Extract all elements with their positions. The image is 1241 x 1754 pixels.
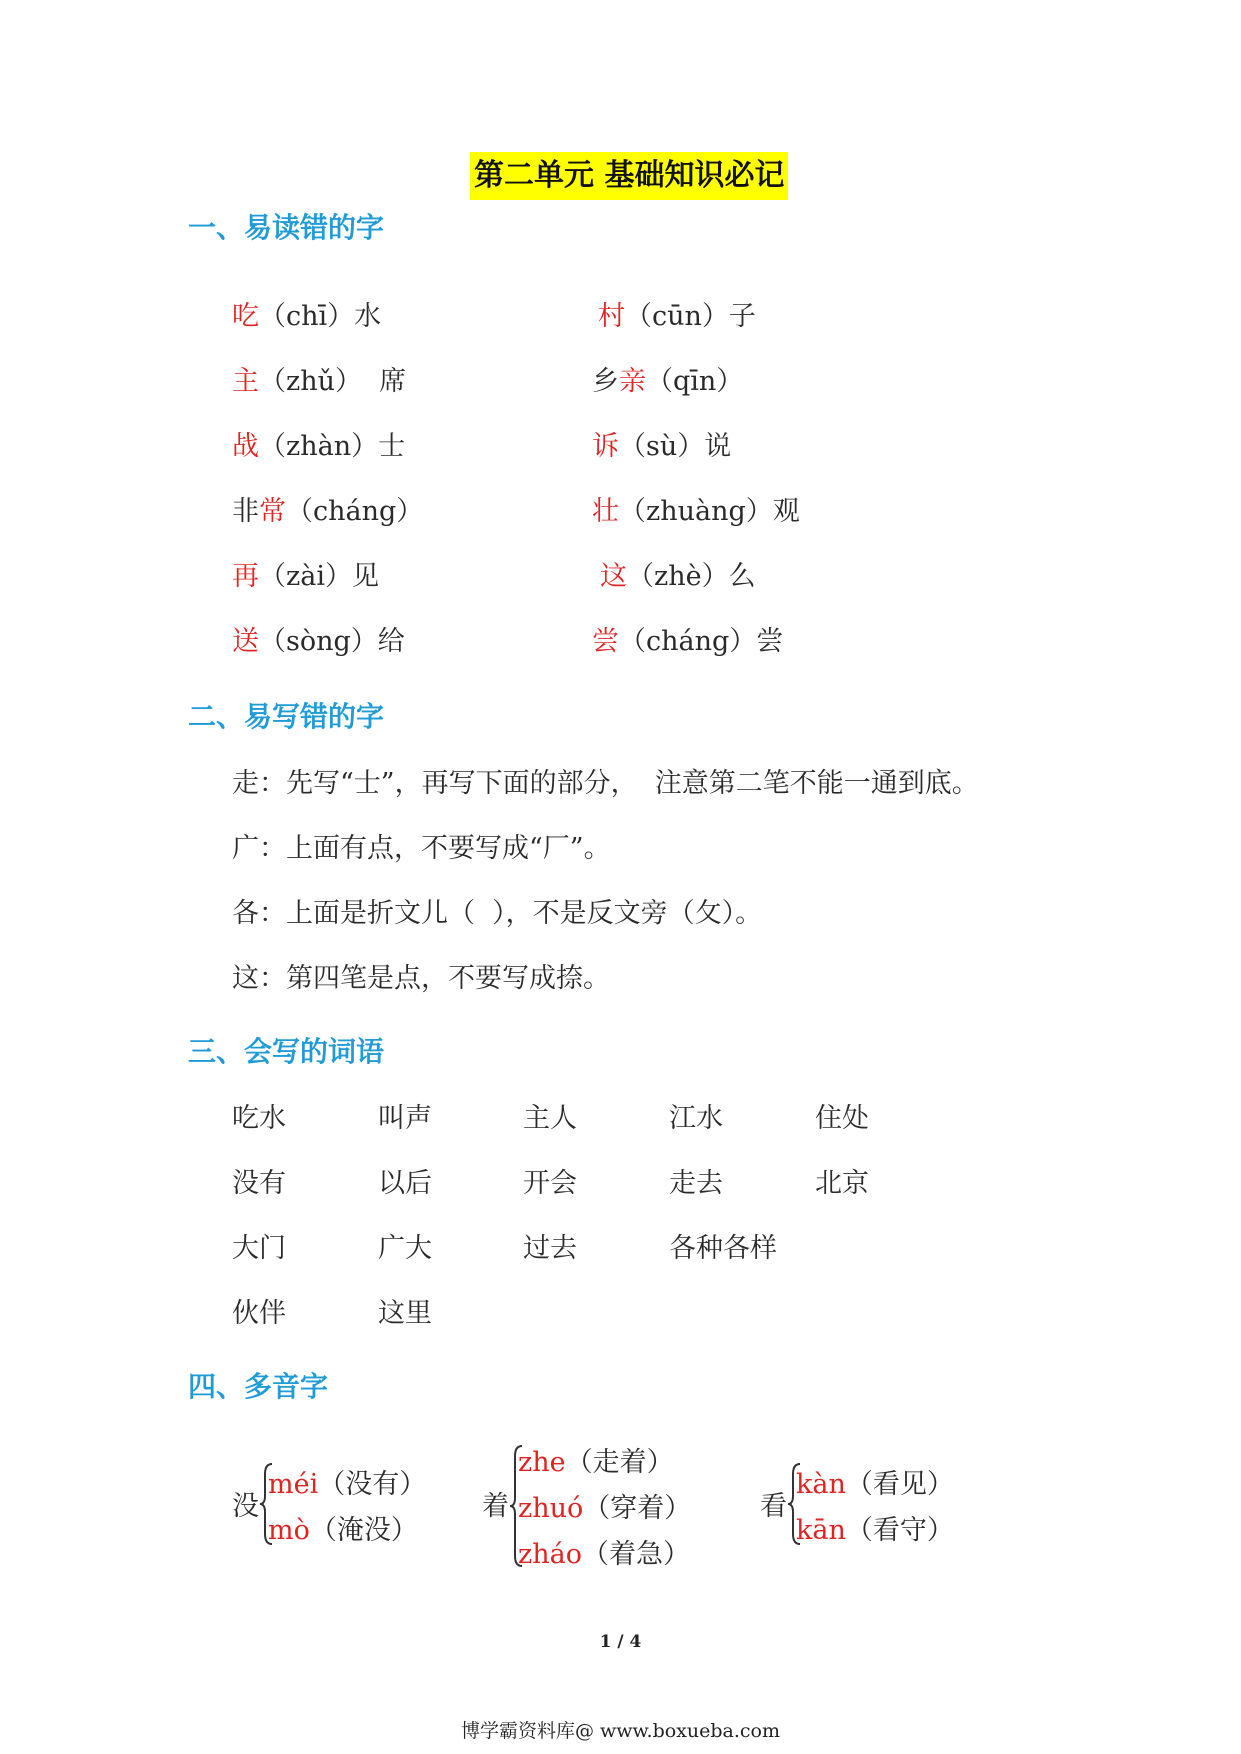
polyphone-char: 着 (482, 1491, 509, 1522)
reading-item: 非常（cháng） (232, 496, 424, 527)
polyphone-reading: zhuó（穿着） (518, 1493, 692, 1524)
reading-item: 送（sòng）给 (232, 626, 405, 657)
reading-item: 主（zhǔ） 席 (232, 366, 407, 397)
reading-item: 再（zài）见 (232, 561, 379, 592)
polyphone-reading: kān（看守） (796, 1515, 954, 1546)
footer-watermark: 博学霸资料库@ www.boxueba.com (460, 1720, 781, 1742)
writing-note: 广：上面有点，不要写成“厂”。 (232, 833, 611, 864)
word-item: 开会 (523, 1168, 577, 1199)
reading-item: 吃（chī）水 (232, 301, 382, 332)
section-heading-words: 三、会写的词语 (188, 1035, 385, 1068)
polyphone-reading: méi（没有） (268, 1469, 427, 1500)
word-item: 没有 (232, 1168, 286, 1199)
polyphone-char: 看 (760, 1491, 787, 1522)
section-heading-misread: 一、易读错的字 (188, 211, 385, 244)
reading-item: 尝（cháng）尝 (592, 626, 784, 657)
polyphone-reading: mò（淹没） (268, 1515, 418, 1546)
word-item: 过去 (523, 1233, 577, 1264)
word-item: 走去 (669, 1168, 723, 1199)
section-heading-miswritten: 二、易写错的字 (188, 700, 385, 733)
word-item: 各种各样 (669, 1233, 777, 1264)
reading-item: 乡亲（qīn） (592, 366, 744, 397)
reading-item: 诉（sù）说 (592, 431, 732, 462)
page-title: 第二单元 基础知识必记 (470, 152, 788, 200)
reading-item: 战（zhàn）士 (232, 431, 406, 462)
word-item: 住处 (815, 1103, 869, 1134)
reading-item: 这（zhè）么 (600, 561, 756, 592)
word-item: 北京 (815, 1168, 869, 1199)
word-item: 广大 (378, 1233, 432, 1264)
word-item: 以后 (378, 1168, 432, 1199)
word-item: 江水 (669, 1103, 723, 1134)
word-item: 伙伴 (232, 1298, 286, 1329)
word-item: 吃水 (232, 1103, 286, 1134)
writing-note: 各：上面是折文儿（ ），不是反文旁（攵）。 (232, 898, 763, 929)
reading-item: 村（cūn）子 (598, 301, 756, 332)
section-heading-polyphones: 四、多音字 (188, 1370, 329, 1403)
word-item: 主人 (523, 1103, 577, 1134)
word-item: 叫声 (378, 1103, 432, 1134)
word-item: 大门 (232, 1233, 286, 1264)
polyphone-char: 没 (232, 1491, 259, 1522)
page-number: 1 / 4 (599, 1632, 642, 1652)
polyphone-reading: zháo（着急） (518, 1539, 690, 1570)
polyphone-reading: kàn（看见） (796, 1469, 954, 1500)
reading-item: 壮（zhuàng）观 (592, 496, 800, 527)
writing-note: 走：先写“士”，再写下面的部分， 注意第二笔不能一通到底。 (232, 768, 979, 799)
polyphone-reading: zhe（走着） (518, 1447, 674, 1478)
writing-note: 这：第四笔是点，不要写成捺。 (232, 963, 610, 994)
word-item: 这里 (378, 1298, 432, 1329)
